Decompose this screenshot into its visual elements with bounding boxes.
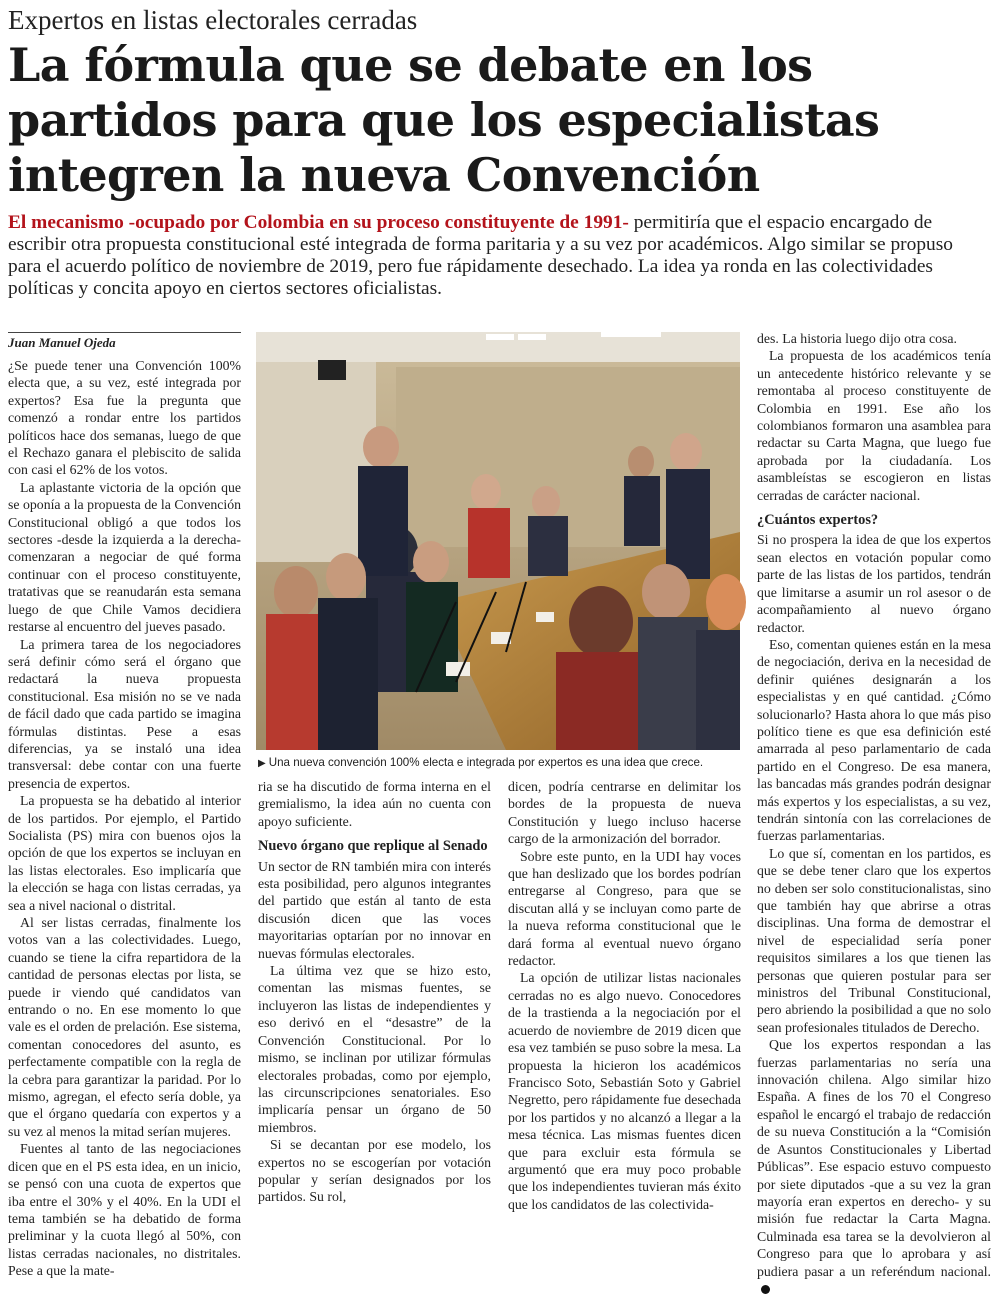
caption-text: Una nueva convención 100% electa e integrada por expertos es una idea que crece. xyxy=(268,756,704,769)
lead-highlight: El mecanismo -ocupado por Colombia en su proceso constituyente de 1991- xyxy=(8,212,629,233)
col2-paragraph: La última vez que se hizo esto, comentan las mismas fuentes, se incluyeron las listas de independientes y eso derivó en el “desastre” de la Convención Constitucional. Por lo mismo, se inclinan por utilizar fórmulas electorales probadas, como por ejemplo, las circunscripciones senatoriales. Eso implicaría pensar un órgano de 50 miembros. xyxy=(258,963,491,1135)
col1-paragraph: Fuentes al tanto de las negociaciones dicen que en el PS esta idea, en un inicio, se pensó con una cuota de expertos que iba entre el 30% y el 40%. En la UDI el tema también se ha debatido de forma preliminar y la cuota llegó al 50%, con listas cerradas nacionales, no distritales. Pese a que la mate- xyxy=(8,1141,241,1279)
col1-paragraph: La propuesta se ha debatido al interior de los partidos. Por ejemplo, el Partido Socialista (PS) mira con buenos ojos la opción de que los expertos se incluyan en las listas electorales. Eso implicaría que la elección se haga con listas cerradas, ya sea a nivel nacional o distrital. xyxy=(8,793,241,913)
col1-paragraph: ¿Se puede tener una Convención 100% electa que, a su vez, esté integrada por expertos? Esa fue la pregunta que comenzó a rondar entre los partidos políticos hace dos semanas, luego de que el Rechazo ganara el plebiscito de salida con casi el 62% de los votos. xyxy=(8,358,241,478)
col4-paragraph: Si no prospera la idea de que los expertos sean electos en votación popular como parte de las listas de los partidos, tendrán que limitarse a asumir un rol asesor o de acompañamiento al nuevo órgano redactor. xyxy=(757,532,991,635)
col2-paragraph: ria se ha discutido de forma interna en el gremialismo, la idea aún no cuenta con apoyo suficiente. xyxy=(258,779,491,829)
col4-paragraph: Eso, comentan quienes están en la mesa de negociación, deriva en la necesidad de definir quiénes designarán a los especialistas y en qué cantidad. ¿Cómo solucionarlo? Hasta ahora lo que más piso político tiene es que esa definición esté amarrada al peso parlamentario de cada partido en el Congreso. De esa manera, las bancadas más grandes podrán designar más expertos y los especialistas, a su vez, tendrán sintonía con las correlaciones de fuerzas parlamentarias. xyxy=(757,636,991,844)
column-3 xyxy=(508,778,741,1212)
lead-paragraph xyxy=(8,212,988,300)
caption-arrow-icon: ▶ xyxy=(258,758,266,769)
col1-paragraph: Al ser listas cerradas, finalmente los votos van a las colectividades. Luego, cuando se tiene la cifra repartidora de la cantidad de personas electas por lista, se puede ir viendo qué candidatos van entrando o no. En ese momento lo que vale es el orden de prelación. Ese sistema, comentan conocedores del asunto, es perfectamente compatible con la regla de la cebra para garantizar la paridad. Por lo mismo, agregan, el efecto sería doble, ya que el órgano quedaría con expertos y a su vez al menos la mitad serían mujeres. xyxy=(8,915,241,1139)
col4-paragraph xyxy=(757,1036,991,1297)
byline: Juan Manuel Ojeda xyxy=(8,332,241,351)
col4-paragraph: Lo que sí, comentan en los partidos, es que se debe tener claro que los expertos no deben ser solo constitucionalistas, sino que también hay que abrirse a otras disciplinas. Una forma de demostrar el nivel de especialidad sería poner requisitos similares a los que tienen las personas que quieren postular para ser ministros del Tribunal Constitucional, pero abriendo la posibilidad a que no solo sean profesionales titulados de Derecho. xyxy=(757,845,991,1035)
news-photo xyxy=(256,332,740,750)
col4-paragraph: des. La historia luego dijo otra cosa. xyxy=(757,331,958,346)
col2-paragraph: Si se decantan por ese modelo, los expertos no se escogerían por votación popular y serían designados por los partidos. Su rol, xyxy=(258,1137,491,1205)
col3-paragraph: Sobre este punto, en la UDI hay voces que han deslizado que los bordes podrían entregarse al Congreso, para que se discutan allá y se incluyan como parte de la nueva reforma constitucional que le dará forma al eventual nuevo órgano redactor. xyxy=(508,848,741,969)
kicker: Expertos en listas electorales cerradas xyxy=(8,5,418,35)
col2-paragraph: Un sector de RN también mira con interés esta posibilidad, pero algunos integrantes del partido que están al tanto de esta discusión dicen que las voces mayoritarias optarían por no innovar en nuevas fórmulas electorales. xyxy=(258,858,491,961)
column-2 xyxy=(258,778,491,1205)
col4-paragraph: La propuesta de los académicos tenía un antecedente histórico relevante y se remontaba al proceso constituyente de Colombia en 1991. Ese año los colombianos formaron una asamblea para redactar su Carta Magna, que luego fue aprobada por la ciudadanía. Los asambleístas se escogieron en listas cerradas de carácter nacional. xyxy=(757,348,991,503)
photo-caption xyxy=(258,756,740,771)
col3-paragraph: La opción de utilizar listas nacionales cerradas no es algo nuevo. Conocedores de la trastienda a la negociación por el acuerdo de noviembre de 2019 dicen que esa vez también se puso sobre la mesa. La propuesta la hicieron los académicos Francisco Soto, Sebastián Soto y Gabriel Negretto, pero rápidamente fue desechada por los partidos y no alcanzó a llegar a la mesa técnica. Las mismas fuentes dicen que para excluir esta fórmula se argumentó que era muy poco probable que los independientes tuvieran más éxito que los candidatos de las colectivida- xyxy=(508,970,741,1212)
column-4 xyxy=(757,330,991,1279)
meeting-room-photo xyxy=(256,332,740,750)
col4-last-text: Que los expertos respondan a las fuerzas parlamentarias no sería una innovación chilena. Algo similar hizo España. A fines de los 70 el Congreso español le encargó el trabajo de redacción de su nueva Constitución a la “Comisión de Asuntos Constitucionales y Libertad Públicas”. Ese espacio estuvo compuesto por siete diputados -que a su vez la gran mayoría eran expertos en derecho- y su misión fue redactar la Carta Magna. Culminada esa tarea se la devolvieron al Congreso para que lo aprobara y así pudiera pasar a un referéndum nacional. xyxy=(757,1037,991,1279)
col1-paragraph: La aplastante victoria de la opción que se oponía a la propuesta de la Convención Constitucional obligó a que todos los sectores -desde la izquierda a la derecha- comenzaran a negociar de qué forma continuar con el proceso constituyente, tratativas que se reanudarán esta semana luego de que Chile Vamos decidiera restarse al encuentro del jueves pasado. xyxy=(8,479,241,635)
column-1 xyxy=(8,332,241,1279)
headline: La fórmula que se debate en los partidos para que los especialistas integren la nueva Convención xyxy=(8,38,880,202)
col1-paragraph: La primera tarea de los negociadores será definir cómo será el órgano que redactará la nueva propuesta constitucional. Esa misión no se ve nada de fácil dado que cada partido se imagina fórmulas distintas. Pese a esas diferencias, ya se instaló una idea transversal: debe contar con una fuerte presencia de expertos. xyxy=(8,636,241,791)
subhead-nuevo-organo: Nuevo órgano que replique al Senado xyxy=(258,838,488,855)
end-of-article-icon xyxy=(761,1285,770,1294)
subhead-cuantos-expertos: ¿Cuántos expertos? xyxy=(757,512,879,529)
col3-paragraph: dicen, podría centrarse en delimitar los bordes de la propuesta de nueva Constitución y luego incluso hacerse cargo de la armonización del borrador. xyxy=(508,779,741,847)
lead-rest: permitiría que el espacio encargado de escribir otra propuesta constitucional esté integrada de forma paritaria y a su vez por académicos. Algo similar se propuso para el acuerdo político de noviembre de 2019, pero fue rápidamente desechado. La idea ya ronda en las colectividades políticas y concita apoyo en ciertos sectores oficialistas. xyxy=(8,212,953,299)
